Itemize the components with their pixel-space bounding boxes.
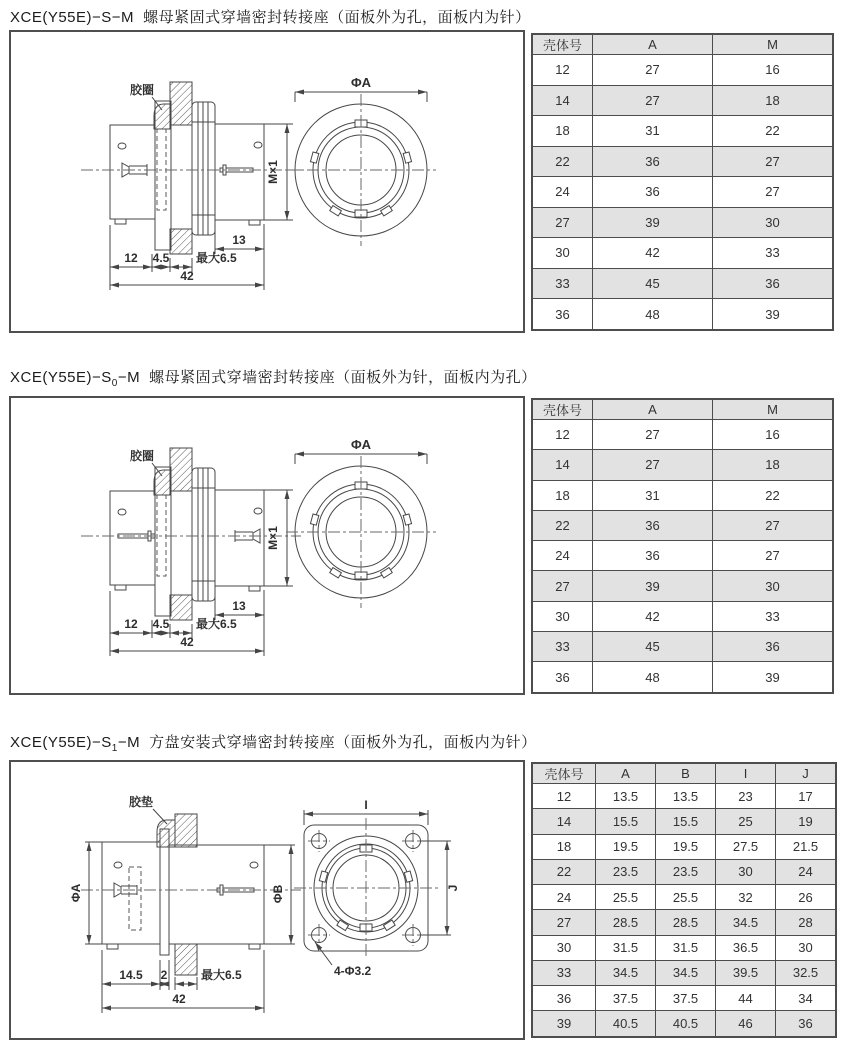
table-row [532,299,833,331]
table-row [532,1011,836,1037]
table-row [532,177,833,208]
table-cell: 27 [593,420,713,450]
table-cell: 36 [532,299,593,331]
table-cell: 22 [532,510,593,540]
column-header: M [713,34,834,55]
table-row [532,450,833,480]
dim-4-5: 4.5 [152,251,170,265]
table-cell: 45 [593,631,713,661]
table-cell: 18 [532,480,593,510]
table-cell: 24 [776,859,837,884]
table-cell: 34.5 [716,910,776,935]
table-cell: 33 [532,960,596,985]
table-cell: 19 [776,809,837,834]
model-code-suffix: −M [117,369,141,386]
table-row [532,420,833,450]
front-view-drawing [294,798,460,978]
table-cell: 18 [532,116,593,147]
dim-i: I [364,798,368,812]
panel-wall-hatch-top [175,814,197,847]
seal-label: 胶圈 [129,83,155,97]
table-cell: 28.5 [596,910,656,935]
table-cell: 26 [776,885,837,910]
table-cell: 18 [532,834,596,859]
dim-13: 13 [232,599,246,613]
product-name: 方盘安装式穿墙密封转接座（面板外为孔，面板内为针） [149,734,537,751]
table-cell: 32.5 [776,960,837,985]
front-view-drawing [286,75,436,246]
table-cell: 31.5 [656,935,716,960]
table-cell: 13.5 [596,784,656,809]
table-cell: 45 [593,268,713,299]
side-view-drawing [81,82,301,290]
table-cell: 22 [713,480,834,510]
table-cell: 30 [713,207,834,238]
dim-42: 42 [180,635,194,649]
table-cell: 39 [532,1011,596,1037]
table-cell: 25.5 [656,885,716,910]
table-cell: 25 [716,809,776,834]
table-cell: 27 [593,85,713,116]
model-code: XCE(Y55E)−S [10,369,112,386]
table-row [532,809,836,834]
table-row [532,146,833,177]
drawing-panel-3 [9,760,525,1040]
rubber-pad-section [157,820,175,847]
panel-wall-hatch-top [170,448,192,491]
dim-2: 2 [160,968,168,982]
panel-wall-hatch-bottom [170,229,192,254]
table-cell: 39 [713,299,834,331]
table-row [532,662,833,693]
table-cell: 27 [713,146,834,177]
column-header: 壳体号 [532,399,593,420]
table-row [532,238,833,269]
technical-drawing-3 [11,762,523,1038]
dim-thread: M×1 [266,526,280,550]
model-code-subscript: 1 [111,743,118,754]
table-row [532,784,836,809]
table-row [532,885,836,910]
model-code-subscript: 0 [111,378,118,389]
technical-drawing-1 [11,32,523,331]
dim-thread: M×1 [266,160,280,184]
table-cell: 30 [532,601,593,631]
table-cell: 34.5 [596,960,656,985]
column-header: B [656,763,716,784]
table-cell: 33 [532,268,593,299]
table-cell: 24 [532,885,596,910]
table-cell: 48 [593,662,713,693]
table-cell: 27 [532,571,593,601]
dim-12: 12 [124,251,138,265]
seal-label: 胶圈 [129,449,155,463]
column-header: I [716,763,776,784]
table-cell: 46 [716,1011,776,1037]
header-row [532,34,833,55]
dim-dia-a: ΦA [350,437,372,452]
table-cell: 19.5 [596,834,656,859]
table-cell: 14 [532,85,593,116]
table-cell: 30 [532,935,596,960]
table-row [532,601,833,631]
table-row [532,207,833,238]
table-cell: 27 [532,910,596,935]
table-row [532,85,833,116]
table-cell: 34 [776,986,837,1011]
model-code: XCE(Y55E)−S [10,734,112,751]
table-cell: 12 [532,55,593,86]
table-row [532,834,836,859]
table-cell: 17 [776,784,837,809]
table-cell: 13.5 [656,784,716,809]
table-cell: 18 [713,85,834,116]
table-cell: 39 [593,207,713,238]
table-cell: 39 [593,571,713,601]
table-cell: 40.5 [656,1011,716,1037]
table-cell: 27 [713,177,834,208]
table-cell: 42 [593,601,713,631]
section1-title [10,6,531,29]
side-view-drawing [69,794,301,1013]
table-cell: 12 [532,784,596,809]
column-header: J [776,763,837,784]
spec-table-3 [531,762,837,1038]
table-cell: 33 [713,238,834,269]
dim-dia-b: ΦB [271,884,285,904]
table-cell: 33 [713,601,834,631]
column-header: A [593,399,713,420]
table-row [532,935,836,960]
model-code-suffix: −M [111,9,135,26]
table-cell: 15.5 [596,809,656,834]
column-header: M [713,399,834,420]
table-cell: 37.5 [596,986,656,1011]
table-cell: 22 [532,859,596,884]
table-cell: 39 [713,662,834,693]
header-row [532,763,836,784]
table-cell: 24 [532,177,593,208]
table-cell: 23 [716,784,776,809]
table-cell: 36.5 [716,935,776,960]
dim-42: 42 [180,269,194,283]
table-cell: 23.5 [656,859,716,884]
table-cell: 12 [532,420,593,450]
table-cell: 24 [532,541,593,571]
table-cell: 21.5 [776,834,837,859]
table-cell: 30 [532,238,593,269]
table-cell: 36 [593,541,713,571]
table-cell: 18 [713,450,834,480]
table-cell: 22 [532,146,593,177]
table-row [532,859,836,884]
table-row [532,910,836,935]
table-cell: 40.5 [596,1011,656,1037]
side-view-drawing [81,448,301,656]
drawing-panel-1 [9,30,525,333]
table-cell: 30 [776,935,837,960]
table-cell: 36 [713,268,834,299]
column-header: 壳体号 [532,34,593,55]
table-cell: 33 [532,631,593,661]
seal-label: 胶垫 [128,795,154,809]
table-cell: 14 [532,809,596,834]
table-cell: 31 [593,116,713,147]
spec-table-2 [531,398,834,694]
table-cell: 34.5 [656,960,716,985]
table-cell: 31 [593,480,713,510]
panel-wall-hatch-bottom [175,944,197,975]
table-cell: 32 [716,885,776,910]
dim-dia-a: ΦA [69,883,83,903]
table-row [532,986,836,1011]
table-row [532,268,833,299]
table-row [532,541,833,571]
dim-14-5: 14.5 [119,968,143,982]
table-row [532,55,833,86]
table-cell: 37.5 [656,986,716,1011]
panel-wall-hatch-top [170,82,192,125]
table-cell: 27 [593,55,713,86]
column-header: A [596,763,656,784]
table-row [532,480,833,510]
dim-42: 42 [172,992,186,1006]
table-cell: 22 [713,116,834,147]
table-cell: 28 [776,910,837,935]
table-row [532,631,833,661]
rubber-ring-section [154,470,170,495]
table-row [532,960,836,985]
dim-max-6-5: 最大6.5 [196,617,237,631]
dim-j: J [446,884,460,892]
table-cell: 27 [532,207,593,238]
rubber-ring-section [154,104,170,129]
table-cell: 36 [593,146,713,177]
table-cell: 39.5 [716,960,776,985]
table-cell: 36 [593,510,713,540]
table-cell: 28.5 [656,910,716,935]
table-row [532,571,833,601]
product-name: 螺母紧固式穿墙密封转接座（面板外为针，面板内为孔） [149,369,537,386]
spec-table-1 [531,33,834,331]
table-cell: 16 [713,55,834,86]
header-row [532,399,833,420]
section2-title [10,366,537,389]
table-cell: 23.5 [596,859,656,884]
section3-title [10,731,537,754]
table-cell: 48 [593,299,713,331]
dim-13: 13 [232,233,246,247]
dim-max-6-5: 最大6.5 [201,968,242,982]
model-code-suffix: −M [117,734,141,751]
dim-12: 12 [124,617,138,631]
square-flange-edge [160,829,169,955]
table-cell: 27.5 [716,834,776,859]
column-header: A [593,34,713,55]
table-cell: 36 [532,986,596,1011]
column-header: 壳体号 [532,763,596,784]
front-view-drawing [286,437,436,608]
dim-4-5: 4.5 [152,617,170,631]
table-cell: 27 [713,510,834,540]
table-cell: 27 [593,450,713,480]
table-cell: 42 [593,238,713,269]
table-cell: 27 [713,541,834,571]
drawing-panel-2 [9,396,525,695]
table-cell: 31.5 [596,935,656,960]
model-code: XCE(Y55E)−S [10,9,112,26]
table-cell: 44 [716,986,776,1011]
table-cell: 19.5 [656,834,716,859]
table-row [532,510,833,540]
table-cell: 30 [713,571,834,601]
table-cell: 25.5 [596,885,656,910]
dim-mounting-holes: 4-Φ3.2 [334,964,372,978]
table-cell: 16 [713,420,834,450]
dim-max-6-5: 最大6.5 [196,251,237,265]
table-cell: 14 [532,450,593,480]
table-cell: 36 [713,631,834,661]
product-name: 螺母紧固式穿墙密封转接座（面板外为孔，面板内为针） [143,9,531,26]
table-row [532,116,833,147]
table-cell: 15.5 [656,809,716,834]
panel-wall-hatch-bottom [170,595,192,620]
table-cell: 30 [716,859,776,884]
table-cell: 36 [776,1011,837,1037]
table-cell: 36 [532,662,593,693]
table-cell: 36 [593,177,713,208]
technical-drawing-2 [11,398,523,693]
dim-dia-a: ΦA [350,75,372,90]
